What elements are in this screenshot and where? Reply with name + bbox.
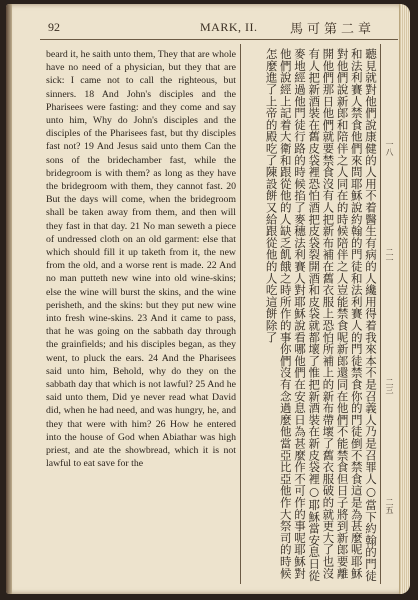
english-text: beard it, he saith unto them, They that are whole have no need of a physician, but they that are sick: I came not to call the righteous, but sinners. 18 And John's disciples and the Pharisees were fasting: and they come and say unto him, Why do John's disciples and the disciples of the Pharisees fast, but thy disciples fast not? 19 And Jesus said unto them Can the sons of the bridechamber fast, while the bridegroom is with them? as long as they have the bridegroom with them, they cannot fast. 20 But the days will come, when the bridegroom shall be taken away from them, and then will they fast in that day. 21 No man seweth a piece of undressed cloth on an old garment: else that which should fill it up taketh from it, the new from the old, and a worse rent is made. 22 And no man putteth new wine into old wine-skins; else the wine will burst the skins, and the wine perisheth, and the skins: but they put new wine into fresh wine-skins. 23 And it came to pass, that he was going on the sabbath day through the grainfields; and his disciples began, as they went, to pluck the ears. 24 And the Pharisees said unto him, Behold, why do they on the sabbath day that which is not lawful? 25 And he said unto them, Did ye never read what David did, when he had need, and was hungry, he, and they that were with him? 26 How he entered into the house of God when Abiathar was high priest, and ate the showbread, which it is not lawful to eat save for the [46, 49, 236, 470]
column-divider [240, 44, 241, 584]
margin-divider [380, 44, 381, 584]
page-edges [399, 4, 410, 594]
margin-note: 二三 [385, 378, 394, 394]
english-text-column [46, 48, 236, 588]
header-rule [40, 39, 398, 40]
book-page [6, 4, 410, 594]
running-head-chinese: 馬可第二章 [290, 22, 376, 37]
margin-note: 一八 [385, 140, 394, 156]
running-header [40, 16, 396, 40]
running-head-english: MARK, II. [200, 20, 258, 34]
chinese-text: 聽見就對他們說康健的人用不着醫生有病的人纔用得着我來本不是召義人乃是召罪人○當下約翰的門徒和法利賽人禁食他們來問耶穌說約翰的門徒和法利賽人的門徒禁食你的門徒倒不禁食這是為甚麼呢耶穌對他們說新郎和陪伴之人同在的時候陪伴之人豈能禁食呢新郎還同在他們不能禁食但日子將到新郎要離開他們那日他們就要禁食沒有人把新布補在舊衣服上恐怕所補上的新布帶壞了舊衣服破的就更大了也沒有人把新酒裝在舊皮袋裡恐怕酒把皮袋裂開酒和皮袋就都壞了惟把新酒裝在新皮袋裡○耶穌當安息日從麥地經過他門徒行路的時候掐了麥穗法利賽人對耶穌說看哪他們在安息日為甚麼作不可作的事呢耶穌對他們說經上記着大衛和跟從他的人缺乏飢餓之時所作的事你們沒有念過麼他當亞比亞他作大祭司的時候怎麼進了上帝的殿吃了陳設餅又給跟從他的人吃這餅除了 [264, 48, 378, 582]
margin-note: 二一 [385, 248, 394, 264]
margin-note: 二五 [385, 498, 394, 514]
page-number: 92 [48, 20, 60, 34]
book-spine [6, 4, 12, 594]
verse-margin-notes [384, 48, 398, 588]
chinese-text-column [246, 48, 378, 588]
